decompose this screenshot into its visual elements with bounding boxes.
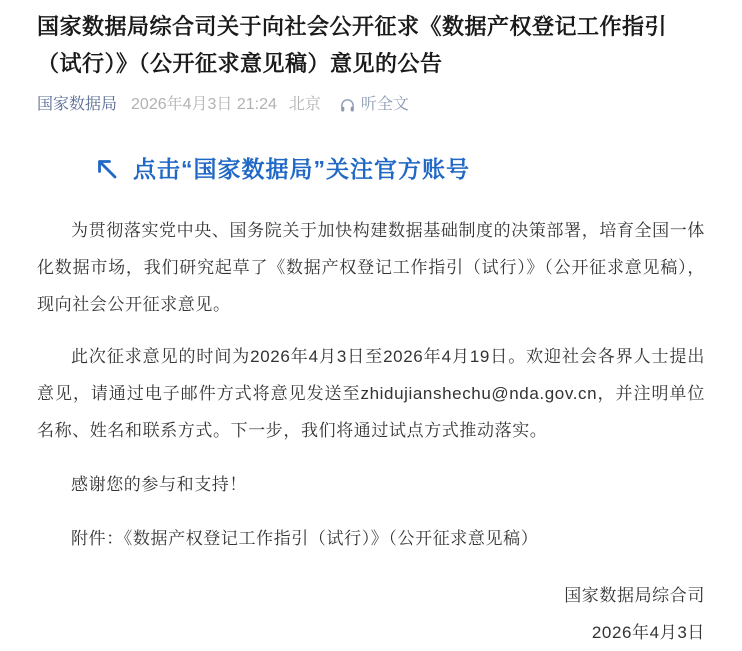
- publish-time: 2026年4月3日 21:24: [131, 96, 277, 113]
- paragraph-solicitation-details: 此次征求意见的时间为2026年4月3日至2026年4月19日。欢迎社会各界人士提出意见，请通过电子邮件方式将意见发送至zhidujianshechu@nda.gov.cn，并注明单位名称、姓名和联系方式。下一步，我们将通过试点方式推动落实。: [37, 347, 705, 440]
- follow-account-banner[interactable]: [37, 151, 705, 184]
- account-name-link[interactable]: 国家数据局: [37, 96, 118, 113]
- paragraph-attachment: 附件：《数据产权登记工作指引（试行）》（公开征求意见稿）: [71, 529, 539, 548]
- follow-banner-text: 点击“国家数据局”关注官方账号: [133, 156, 470, 182]
- signature-org: 国家数据局综合司: [564, 586, 705, 605]
- paragraph-intro: 为贯彻落实党中央、国务院关于加快构建数据基础制度的决策部署，培育全国一体化数据市场，我们研究起草了《数据产权登记工作指引（试行）》（公开征求意见稿），现向社会公开征求意见。: [37, 221, 705, 314]
- listen-full-text-button[interactable]: [339, 95, 409, 115]
- publish-location: 北京: [288, 96, 321, 113]
- headphones-icon: [339, 97, 356, 114]
- paragraph-thanks: 感谢您的参与和支持！: [71, 475, 247, 494]
- signature-date: 2026年4月3日: [591, 623, 705, 642]
- listen-full-text-label: 听全文: [360, 96, 409, 113]
- article-title: 国家数据局综合司关于向社会公开征求《数据产权登记工作指引（试行）》（公开征求意见稿）意见的公告: [37, 14, 668, 76]
- signature-block: [37, 577, 705, 651]
- arrow-up-left-icon: [93, 155, 119, 181]
- article-meta: [37, 95, 705, 115]
